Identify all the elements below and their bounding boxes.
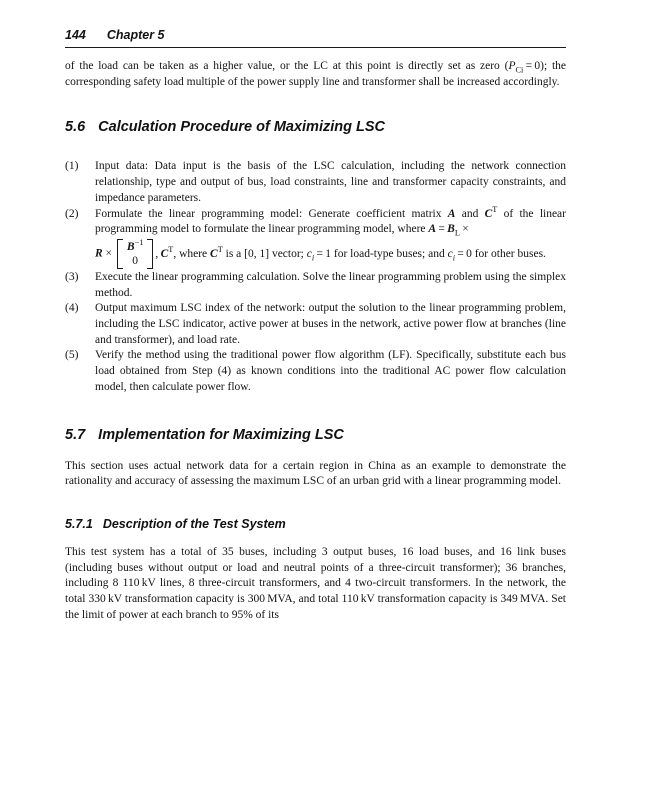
section-5-7-paragraph: This section uses actual network data for a certain region in China as an example to demonstrate the rationality and accuracy of assessing the maximum LSC of an urban grid with a linear programming model. bbox=[65, 459, 566, 488]
section-title: Implementation for Maximizing LSC bbox=[98, 426, 344, 443]
step-text: Verify the method using the traditional power flow algorithm (LF). Specifically, substitute each bus load obtained from Step (4) as known conditions into the traditional AC power flow calculation model, then calculate power flow. bbox=[95, 349, 566, 393]
matrix-row-bottom: 0 bbox=[132, 254, 139, 267]
test-system-paragraph: This test system has a total of 35 buses, including 3 output buses, 16 load buses, and 16 link buses (including buses without output or load and neutral points of a three-circuit transformer); 36 branches, including 8 110 kV lines, 8 three-circuit transformers, and 4 two-circuit transformers. In the network, the total 330 kV transformation capacity is 300 MVA, and total 110 kV transformation capacity is 349 MVA. Set the limit of power at each branch to 95% of its bbox=[65, 545, 566, 621]
procedure-step-5 bbox=[65, 348, 566, 395]
step-text-part1: Formulate the linear programming model: Generate coefficient matrix A and $C^T$ of the linear programming model to formulate the linear programming model, where $A = B_L$ × bbox=[95, 204, 566, 238]
section-number: 5.7 bbox=[65, 426, 86, 443]
intro-paragraph: of the load can be taken as a higher value, or the LC at this point is directly set as zero $(P_{Ci} = 0)$; the corresponding safety load multiple of the power supply line and transformer shall be increased accordingly. bbox=[65, 60, 566, 88]
step-number: (2) bbox=[65, 207, 79, 220]
matrix-row-top: $B^{-1}$ bbox=[126, 238, 144, 253]
step-number: (1) bbox=[65, 160, 79, 173]
procedure-step-4 bbox=[65, 301, 566, 348]
formula-lhs: R × bbox=[95, 247, 115, 260]
section-5-6-heading bbox=[65, 119, 566, 135]
matrix-exponent: −1 bbox=[134, 238, 144, 248]
step-text: Execute the linear programming calculation. Solve the linear programming problem using the simplex method. bbox=[95, 270, 566, 299]
procedure-list bbox=[65, 159, 566, 395]
book-page bbox=[65, 28, 566, 623]
step-number: (3) bbox=[65, 270, 79, 283]
section-5-7-1-heading bbox=[65, 517, 566, 531]
step-text: Input data: Data input is the basis of the LSC calculation, including the network connection relationship, type and output of bus, load constraints, line and transformer capacity constraints, and impedance parameters. bbox=[95, 160, 566, 204]
page-number: 144 bbox=[65, 28, 86, 42]
procedure-step-2 bbox=[65, 204, 566, 270]
procedure-step-3 bbox=[65, 270, 566, 301]
matrix-column bbox=[123, 239, 147, 269]
procedure-step-1 bbox=[65, 159, 566, 206]
chapter-title: Chapter 5 bbox=[106, 28, 165, 42]
header-rule bbox=[65, 47, 566, 48]
step-text: Output maximum LSC index of the network: output the solution to the linear programming problem, including the LSC indicator, active power at buses in the network, active power flow at branches (line and transformer), and load rate. bbox=[95, 302, 566, 346]
formula-line bbox=[95, 238, 566, 270]
subsection-title: Description of the Test System bbox=[102, 516, 286, 531]
step-number: (5) bbox=[65, 349, 79, 362]
section-title: Calculation Procedure of Maximizing LSC bbox=[98, 119, 385, 136]
section-5-7-heading bbox=[65, 427, 566, 443]
matrix-b-inverse bbox=[117, 239, 153, 269]
formula-rhs: , $C^T$, where $C^T$ is a [0, 1] vector; $c_i = 1$ for load-type buses; and $c_i = 0$ for other buses. bbox=[155, 244, 546, 262]
step-number: (4) bbox=[65, 302, 79, 315]
step-text bbox=[95, 204, 566, 270]
subsection-number: 5.7.1 bbox=[65, 516, 93, 531]
page-header bbox=[65, 28, 566, 42]
right-bracket bbox=[147, 239, 153, 269]
section-number: 5.6 bbox=[65, 119, 86, 136]
